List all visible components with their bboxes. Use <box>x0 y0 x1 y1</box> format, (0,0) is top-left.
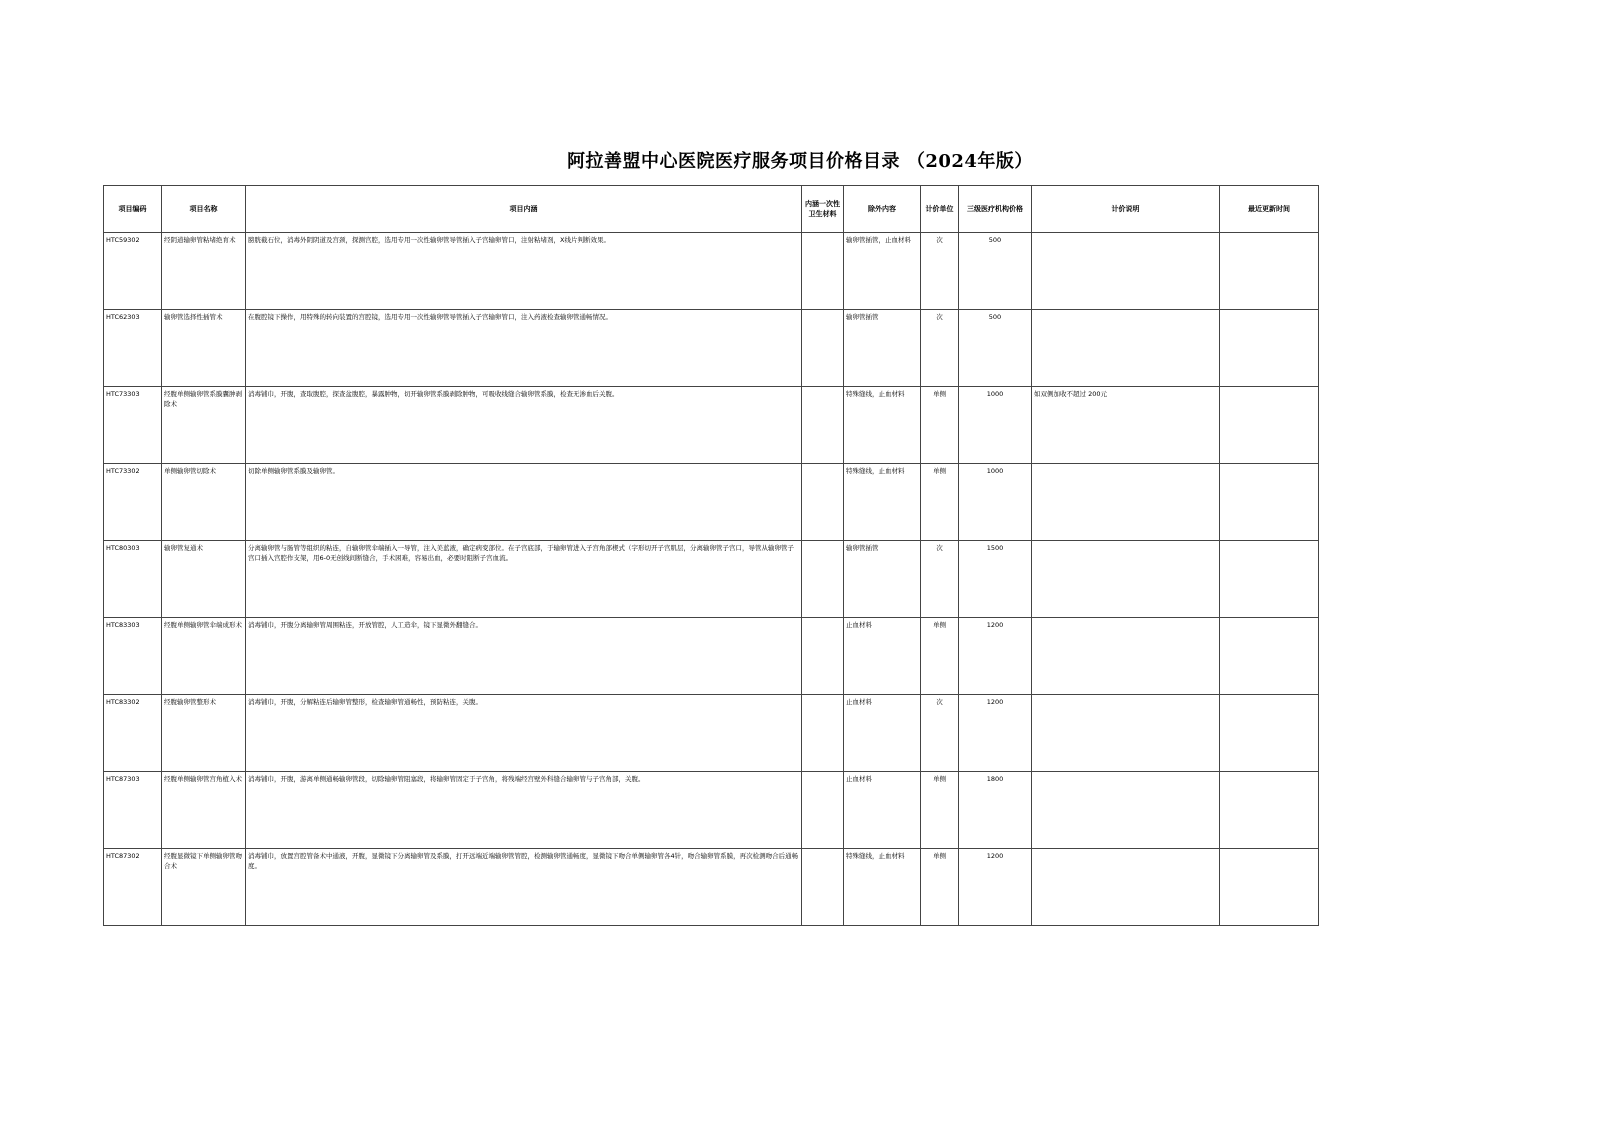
cell-note <box>1032 618 1220 695</box>
cell-name: 经腹单侧输卵管系膜囊肿剥除术 <box>162 387 246 464</box>
table-row <box>104 310 1319 387</box>
cell-unit: 次 <box>921 541 959 618</box>
cell-content: 膀胱截石位，消毒外阴阴道及宫颈，探测宫腔，选用专用一次性输卵管导管插入子宫输卵管口，注射粘堵剂，X线片判断效果。 <box>246 233 802 310</box>
cell-materials <box>802 233 844 310</box>
cell-excluded: 特殊缝线，止血材料 <box>844 849 921 926</box>
cell-price: 1500 <box>959 541 1032 618</box>
cell-excluded: 止血材料 <box>844 695 921 772</box>
cell-materials <box>802 849 844 926</box>
cell-materials <box>802 541 844 618</box>
cell-updated <box>1220 233 1319 310</box>
cell-price: 1000 <box>959 387 1032 464</box>
cell-unit: 单侧 <box>921 387 959 464</box>
table-row <box>104 772 1319 849</box>
cell-unit: 次 <box>921 233 959 310</box>
cell-unit: 单侧 <box>921 618 959 695</box>
cell-materials <box>802 310 844 387</box>
cell-updated <box>1220 541 1319 618</box>
cell-price: 1000 <box>959 464 1032 541</box>
cell-unit: 次 <box>921 310 959 387</box>
cell-price: 1200 <box>959 695 1032 772</box>
table-header-row <box>104 186 1319 233</box>
cell-content: 在腹腔镜下操作，用特殊的转向装置的宫腔镜，选用专用一次性输卵管导管插入子宫输卵管口，注入药液检查输卵管通畅情况。 <box>246 310 802 387</box>
cell-name: 输卵管复通术 <box>162 541 246 618</box>
cell-name: 单侧输卵管切除术 <box>162 464 246 541</box>
cell-updated <box>1220 695 1319 772</box>
cell-price: 1800 <box>959 772 1032 849</box>
cell-code: HTC87302 <box>104 849 162 926</box>
cell-note: 如双侧加收不超过 200元 <box>1032 387 1220 464</box>
cell-name: 经腹输卵管整形术 <box>162 695 246 772</box>
cell-updated <box>1220 772 1319 849</box>
cell-code: HTC80303 <box>104 541 162 618</box>
cell-code: HTC73302 <box>104 464 162 541</box>
header-note: 计价说明 <box>1032 186 1220 233</box>
cell-name: 输卵管选择性插管术 <box>162 310 246 387</box>
cell-price: 500 <box>959 310 1032 387</box>
table-row <box>104 541 1319 618</box>
table-row <box>104 464 1319 541</box>
cell-materials <box>802 695 844 772</box>
header-updated: 最近更新时间 <box>1220 186 1319 233</box>
cell-price: 1200 <box>959 849 1032 926</box>
cell-excluded: 特殊缝线，止血材料 <box>844 387 921 464</box>
table-row <box>104 695 1319 772</box>
cell-content: 切除单侧输卵管系膜及输卵管。 <box>246 464 802 541</box>
cell-note <box>1032 310 1220 387</box>
cell-name: 经腹单侧输卵管伞端成形术 <box>162 618 246 695</box>
cell-excluded: 输卵管插管 <box>844 541 921 618</box>
cell-updated <box>1220 387 1319 464</box>
cell-content: 分离输卵管与肠管等组织的粘连，自输卵管伞端插入一导管，注入美蓝液，确定病变部位。在子宫底部，于输卵管进入子宫角部楔式（字形切开子宫肌层，分离输卵管子宫口，导管从输卵管子宫口插入宫腔作支架，用6-0无创线间断缝合，手术困难，容易出血，必要时阻断子宫血流。 <box>246 541 802 618</box>
cell-materials <box>802 772 844 849</box>
table-row <box>104 849 1319 926</box>
cell-excluded: 特殊缝线，止血材料 <box>844 464 921 541</box>
header-name: 项目名称 <box>162 186 246 233</box>
cell-content: 消毒铺巾，开腹，游离单侧通畅输卵管段，切除输卵管阻塞段，将输卵管固定于子宫角，将残端经宫壁外科缝合输卵管与子宫角部，关腹。 <box>246 772 802 849</box>
cell-content: 消毒铺巾，开腹，查取腹腔，探查盆腹腔，暴露肿物，切开输卵管系膜剥除肿物，可吸收线缝合输卵管系膜，检查无渗血后关腹。 <box>246 387 802 464</box>
header-unit: 计价单位 <box>921 186 959 233</box>
cell-note <box>1032 849 1220 926</box>
cell-materials <box>802 618 844 695</box>
cell-unit: 次 <box>921 695 959 772</box>
cell-note <box>1032 772 1220 849</box>
cell-content: 消毒铺巾，放置宫腔管备术中通液，开腹，显微镜下分离输卵管及系膜，打开远端近端输卵管管腔，检测输卵管通畅度，显微镜下吻合单侧输卵管各4针，吻合输卵管系膜，再次检测吻合后通畅度。 <box>246 849 802 926</box>
header-excluded: 除外内容 <box>844 186 921 233</box>
cell-name: 经腹单侧输卵管宫角植入术 <box>162 772 246 849</box>
cell-note <box>1032 695 1220 772</box>
cell-excluded: 止血材料 <box>844 618 921 695</box>
cell-unit: 单侧 <box>921 772 959 849</box>
cell-code: HTC59302 <box>104 233 162 310</box>
cell-note <box>1032 464 1220 541</box>
cell-name: 经阴道输卵管粘堵绝育术 <box>162 233 246 310</box>
header-code: 项目编码 <box>104 186 162 233</box>
table-row <box>104 233 1319 310</box>
cell-code: HTC73303 <box>104 387 162 464</box>
cell-materials <box>802 464 844 541</box>
cell-unit: 单侧 <box>921 464 959 541</box>
cell-materials <box>802 387 844 464</box>
cell-excluded: 输卵管插管，止血材料 <box>844 233 921 310</box>
cell-excluded: 止血材料 <box>844 772 921 849</box>
price-table <box>103 185 1319 926</box>
cell-price: 500 <box>959 233 1032 310</box>
cell-code: HTC83303 <box>104 618 162 695</box>
cell-note <box>1032 233 1220 310</box>
cell-updated <box>1220 618 1319 695</box>
cell-unit: 单侧 <box>921 849 959 926</box>
cell-note <box>1032 541 1220 618</box>
cell-price: 1200 <box>959 618 1032 695</box>
cell-code: HTC87303 <box>104 772 162 849</box>
document-title: 阿拉善盟中心医院医疗服务项目价格目录 （2024年版） <box>567 151 1033 172</box>
header-price: 三级医疗机构价格 <box>959 186 1032 233</box>
table-row <box>104 618 1319 695</box>
table-row <box>104 387 1319 464</box>
cell-excluded: 输卵管插管 <box>844 310 921 387</box>
cell-updated <box>1220 464 1319 541</box>
cell-code: HTC83302 <box>104 695 162 772</box>
cell-code: HTC62303 <box>104 310 162 387</box>
cell-content: 消毒铺巾，开腹分离输卵管周围粘连，开放管腔，人工造伞，镜下显微外翻缝合。 <box>246 618 802 695</box>
header-materials: 内涵一次性卫生材料 <box>802 186 844 233</box>
header-content: 项目内涵 <box>246 186 802 233</box>
cell-updated <box>1220 310 1319 387</box>
cell-content: 消毒铺巾，开腹，分解粘连后输卵管整形，检查输卵管通畅性，预防粘连，关腹。 <box>246 695 802 772</box>
cell-name: 经腹显微镜下单侧输卵管吻合术 <box>162 849 246 926</box>
cell-updated <box>1220 849 1319 926</box>
